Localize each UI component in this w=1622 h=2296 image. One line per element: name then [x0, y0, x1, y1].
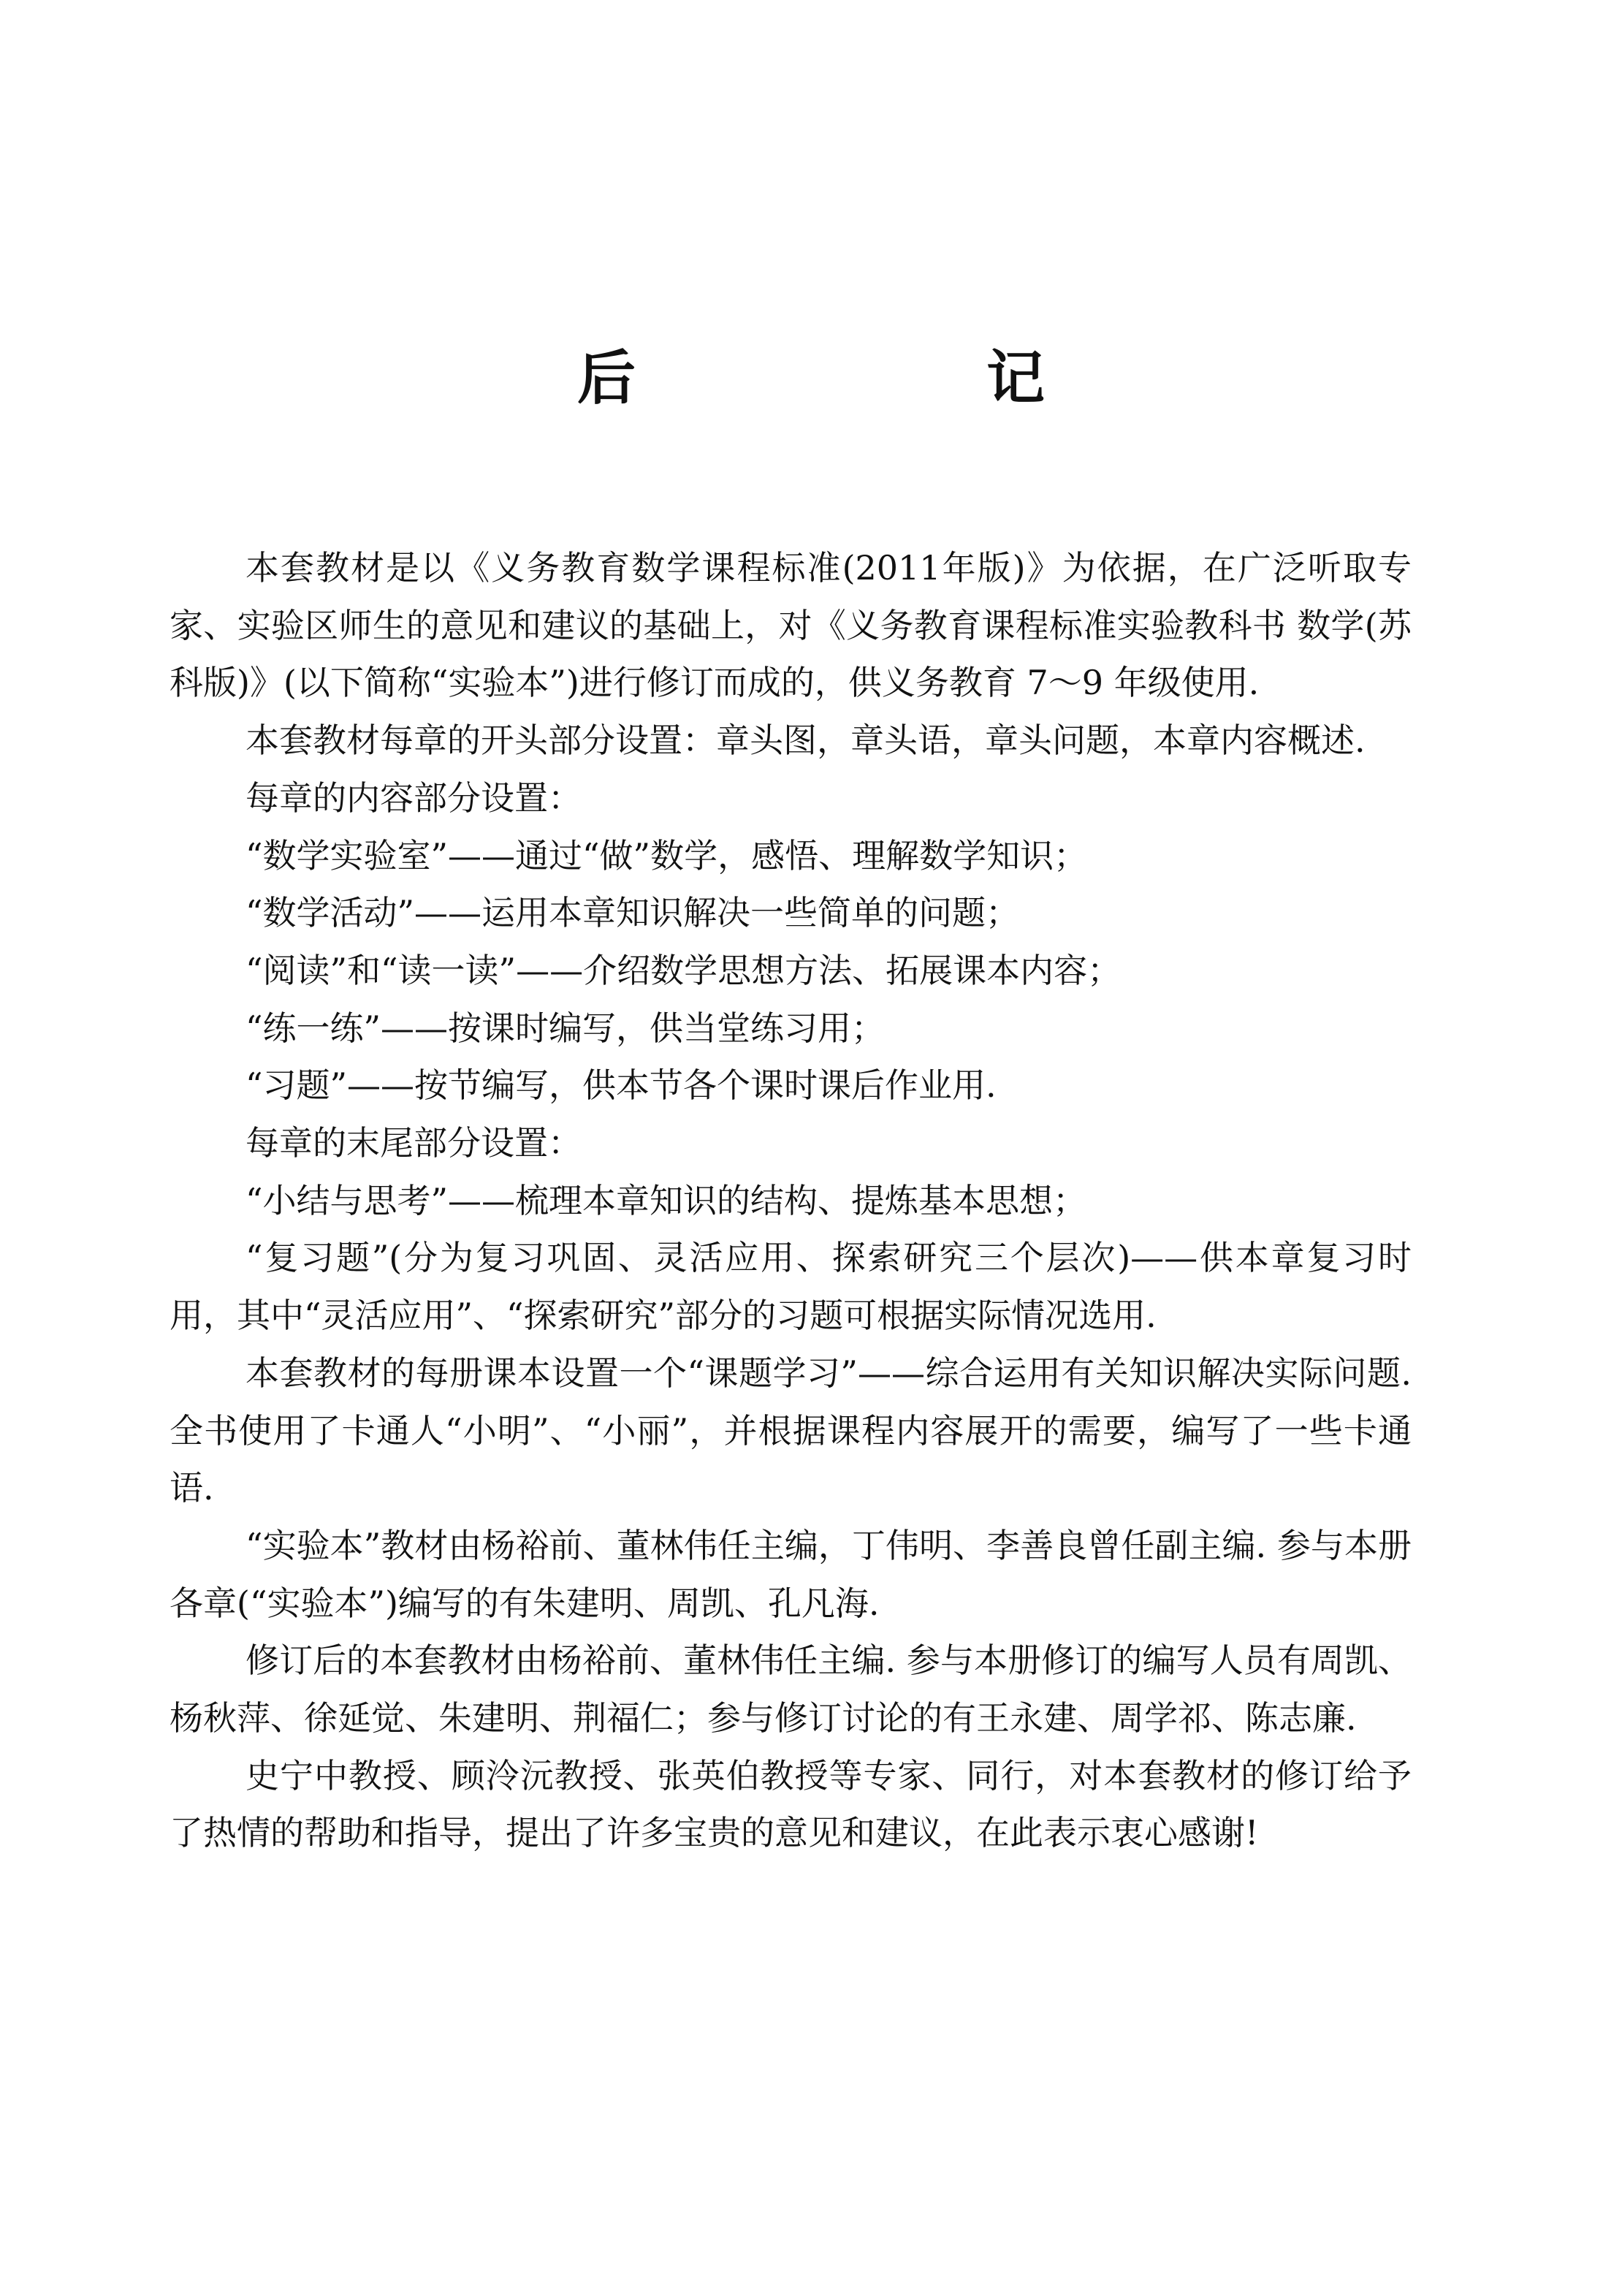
paragraph-3: 每章的内容部分设置：	[245, 778, 582, 818]
paragraph-6: “阅读”和“读一读”——介绍数学思想方法、拓展课本内容；	[245, 950, 1122, 990]
paragraph-2: 本套教材每章的开头部分设置：章头图，章头语，章头问题，本章内容概述.	[245, 721, 1366, 761]
paragraph-8: “习题”——按节编写，供本节各个课时课后作业用.	[245, 1065, 997, 1106]
paragraph-11: “复习题”(分为复习巩固、灵活应用、探索研究三个层次)——供本章复习时用，其中“灵活应用”、“探索研究”部分的习题可根据实际情况选用.	[170, 1238, 1412, 1336]
paragraph-4: “数学实验室”——通过“做”数学，感悟、理解数学知识；	[245, 835, 1088, 875]
paragraph-7: “练一练”——按课时编写，供当堂练习用；	[245, 1008, 886, 1048]
paragraph-12: 本套教材的每册课本设置一个“课题学习”——综合运用有关知识解决实际问题. 全书使用了卡通人“小明”、“小丽”，并根据课程内容展开的需要，编写了一些卡通语.	[170, 1353, 1412, 1508]
paragraph-10: “小结与思考”——梳理本章知识的结构、提炼基本思想；	[245, 1180, 1087, 1220]
paragraph-13: “实验本”教材由杨裕前、董林伟任主编，丁伟明、李善良曾任副主编. 参与本册各章(“实验本”)编写的有朱建明、周凯、孔凡海.	[170, 1525, 1412, 1623]
paragraph-15: 史宁中教授、顾泠沅教授、张英伯教授等专家、同行，对本套教材的修订给予了热情的帮助和指导，提出了许多宝贵的意见和建议，在此表示衷心感谢!	[170, 1755, 1412, 1853]
afterword-body	[170, 539, 1412, 1862]
paragraph-5: “数学活动”——运用本章知识解决一些简单的问题；	[245, 893, 1020, 933]
paragraph-1: 本套教材是以《义务教育数学课程标准(2011年版)》为依据，在广泛听取专家、实验区师生的意见和建议的基础上，对《义务教育课程标准实验教科书 数学(苏科版)》(以下简称“实验本”)进行修订而成的，供义务教育 7～9 年级使用.	[170, 548, 1412, 703]
paragraph-9: 每章的末尾部分设置：	[245, 1123, 582, 1163]
page-title: 后 记	[577, 343, 1191, 412]
paragraph-14: 修订后的本套教材由杨裕前、董林伟任主编. 参与本册修订的编写人员有周凯、杨秋萍、徐延觉、朱建明、荆福仁；参与修订讨论的有王永建、周学祁、陈志廉.	[170, 1641, 1412, 1738]
